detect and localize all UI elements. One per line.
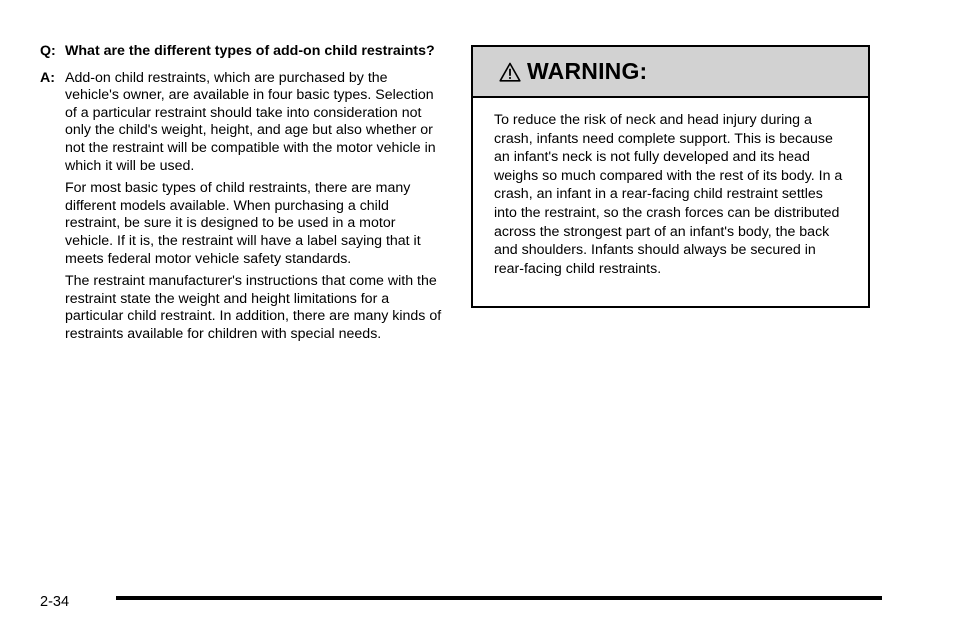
warning-triangle-icon (499, 62, 521, 82)
answer-paragraph: The restraint manufacturer's instructions that come with the restraint state the weight and height limitations for a particular child restraint. In addition, there are many kinds of restraints available for children with special needs. (65, 273, 442, 342)
warning-body: To reduce the risk of neck and head injury during a crash, infants need complete support. This is because an infant's neck is not fully developed and its head weighs so much compared with the rest of its body. In a crash, an infant in a rear-facing child restraint settles into the restraint, so the crash forces can be distributed across the strongest part of an infant's body, the back and shoulders. Infants should always be secured in rear-facing child restraints. (494, 112, 843, 277)
warning-header (473, 47, 868, 98)
warning-title: WARNING: (527, 58, 648, 84)
page-number: 2-34 (40, 594, 70, 610)
footer-divider (116, 596, 882, 600)
question-block (40, 43, 445, 61)
answer-marker: A: (40, 69, 55, 86)
answer-text (65, 70, 445, 349)
warning-box (471, 45, 870, 308)
question-marker: Q: (40, 43, 56, 59)
qa-section (40, 43, 445, 349)
answer-paragraph: Add-on child restraints, which are purchased by the vehicle's owner, are available in four basic types. Selection of a particular restraint should take into consideration not only the child's weight, height, and age but also whether or not the restraint will be compatible with the motor vehicle in which it will be used. (65, 69, 436, 174)
question-text: What are the different types of add-on child restraints? (65, 43, 435, 59)
answer-block (40, 70, 445, 349)
answer-paragraph: For most basic types of child restraints, there are many different models available. When purchasing a child restraint, be sure it is designed to be used in a motor vehicle. If it is, the restraint will have a label saying that it meets federal motor vehicle safety standards. (65, 180, 421, 267)
